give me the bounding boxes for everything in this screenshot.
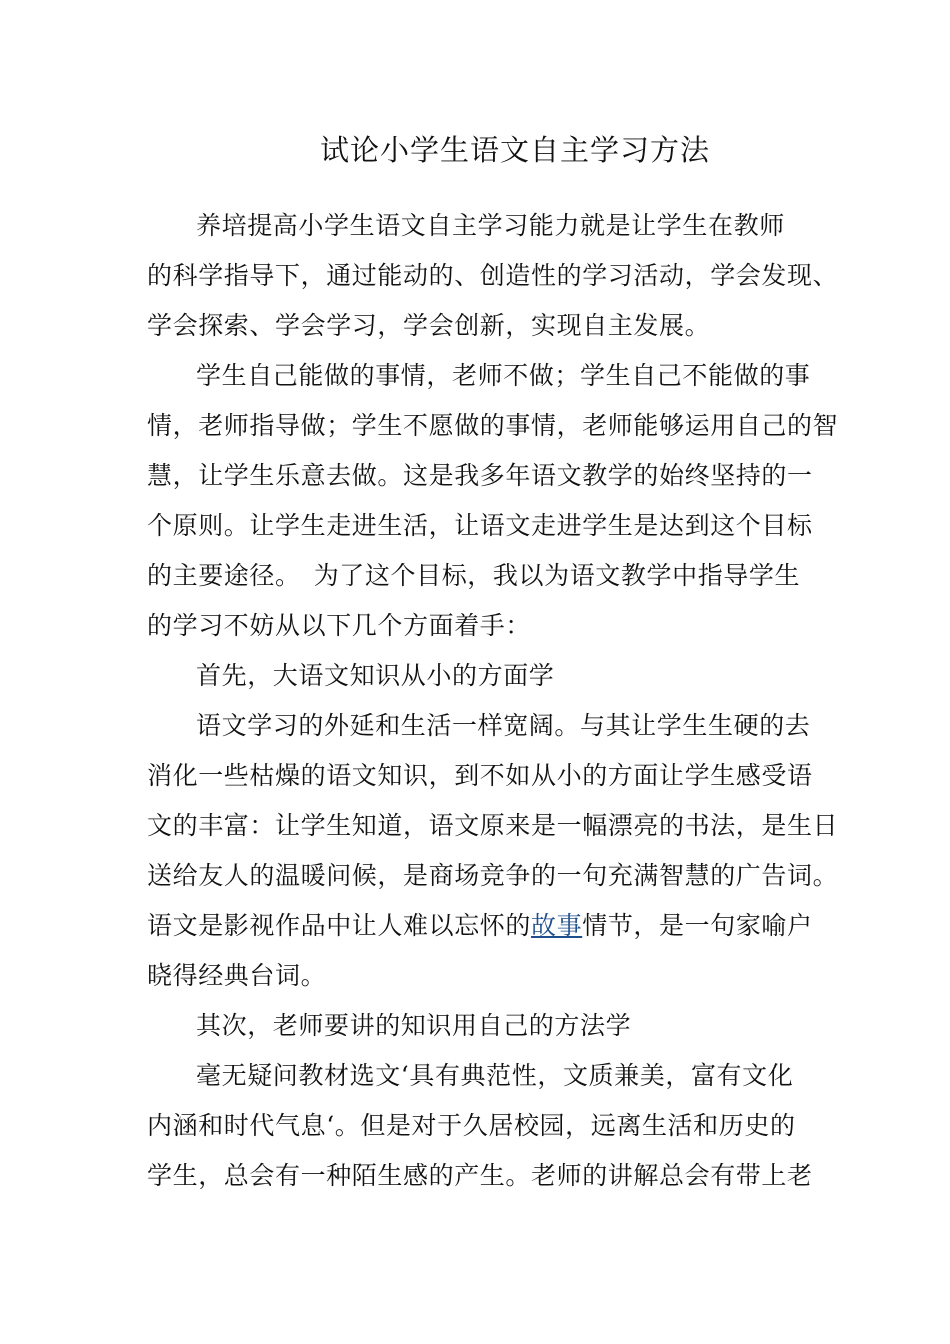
paragraph-line: 情，老师指导做；学生不愿做的事情，老师能够运用自己的智: [147, 411, 839, 440]
paragraph-line: 文的丰富：让学生知道，语文原来是一幅漂亮的书法，是生日: [147, 811, 839, 840]
paragraph-line: 晓得经典台词。: [147, 961, 327, 990]
section-heading: 首先，大语文知识从小的方面学: [196, 661, 555, 690]
paragraph-line: 毫无疑问教材选文‘具有典范性，文质兼美，富有文化: [196, 1061, 794, 1090]
paragraph-line: 慧，让学生乐意去做。这是我多年语文教学的始终坚持的一: [147, 461, 813, 490]
paragraph-line: 养培提高小学生语文自主学习能力就是让学生在教师: [196, 211, 785, 240]
paragraph-line-with-link: [147, 906, 827, 946]
link-line-before: 语文是影视作品中让人难以忘怀的: [147, 911, 532, 940]
paragraph-line: 学会探索、学会学习，学会创新，实现自主发展。: [147, 311, 711, 340]
paragraph-line: 消化一些枯燥的语文知识，到不如从小的方面让学生感受语: [147, 761, 813, 790]
link-line-after: 情节，是一句家喻户: [582, 911, 813, 940]
paragraph-line: 学生，总会有一种陌生感的产生。老师的讲解总会有带上老: [147, 1161, 813, 1190]
paragraph-line: 送给友人的温暖问候，是商场竞争的一句充满智慧的广告词。: [147, 861, 839, 890]
story-link[interactable]: 故事: [531, 911, 583, 940]
page-title: 试论小学生语文自主学习方法: [319, 133, 710, 167]
paragraph-line: 学生自己能做的事情，老师不做；学生自己不能做的事: [196, 361, 811, 390]
paragraph-line: 语文学习的外延和生活一样宽阔。与其让学生生硬的去: [196, 711, 811, 740]
paragraph-line: 的学习不妨从以下几个方面着手：: [147, 611, 532, 640]
section-heading: 其次，老师要讲的知识用自己的方法学: [196, 1011, 632, 1040]
paragraph-line: 内涵和时代气息‘。但是对于久居校园，远离生活和历史的: [147, 1111, 796, 1140]
paragraph-line: 的科学指导下，通过能动的、创造性的学习活动，学会发现、: [147, 261, 839, 290]
paragraph-line: 的主要途径。 为了这个目标，我以为语文教学中指导学生: [147, 561, 801, 590]
paragraph-line: 个原则。让学生走进生活，让语文走进学生是达到这个目标: [147, 511, 813, 540]
